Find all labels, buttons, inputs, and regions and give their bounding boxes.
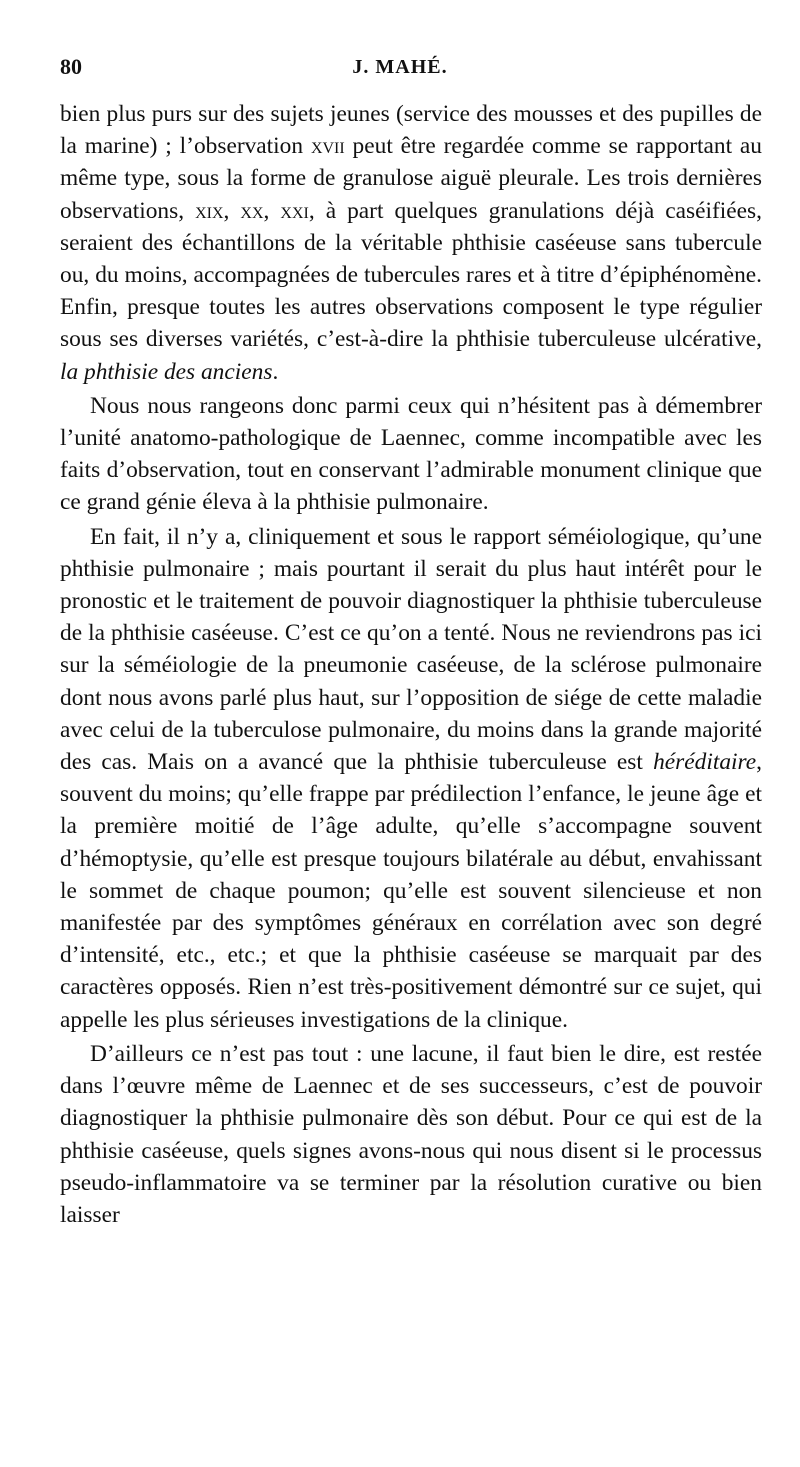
text-run: Nous nous rangeons donc parmi ceux qui n’hésitent pas à démembrer l’unité anatomo-pathologique de Laennec, comme incompatible avec les faits d’observation, tout en conservant l’admirable monument clinique que ce grand génie éleva à la phthisie pulmonaire.: [60, 392, 762, 516]
text-run: , souvent du moins; qu’elle frappe par prédilection l’enfance, le jeune âge et la première moitié de l’âge adulte, qu’elle s’accompagne souvent d’hémoptysie, qu’elle est presque toujours bilatérale au début, envahissant le sommet de chaque poumon; qu’elle est souvent silencieuse et non manifestée par des symptômes généraux en corrélation avec son degré d’intensité, etc., etc.; et que la phthisie caséeuse se marquait par des caractères opposés. Rien n’est très-positivement démontré sur ce sujet, qui appelle les plus sérieuses investigations de la clinique.: [60, 749, 762, 1033]
text-run: xxi: [280, 197, 309, 224]
paragraph: [60, 521, 762, 1036]
text-run: xx: [240, 197, 264, 224]
text-run: xix: [195, 197, 224, 224]
running-head: J. MAHÉ.: [352, 56, 448, 78]
italic-text: la phthisie des anciens: [60, 358, 273, 385]
text-run: .: [272, 358, 279, 385]
page-number: 80: [60, 54, 82, 79]
text-run: peut être regardée comme se rapportant au même type, sous la forme de granulose aiguë pleurale. Les trois dernières observations,: [60, 133, 762, 224]
text-run: , à part quelques granulations déjà caséifiées, seraient des échantillons de la véritable phthisie caséeuse sans tubercule ou, du moins, accompagnées de tubercules rares et à titre d’épiphénomène. Enfin, presque toutes les autres observations composent le type régulier sous ses diverses variétés, c’est-à-dire la phthisie tuberculeuse ulcérative,: [60, 197, 763, 353]
text-run: bien plus purs sur des sujets jeunes (service des mousses et des pupilles de la marine) ; l’observation: [60, 101, 762, 160]
paragraph: [60, 1038, 762, 1231]
text-run: En fait, il n’y a, cliniquement et sous le rapport séméiologique, qu’une phthisie pulmonaire ; mais pourtant il serait du plus haut intérêt pour le pronostic et le traitement de pouvoir diagnostiquer la phthisie tuberculeuse de la phthisie caséeuse. C’est ce qu’on a tenté. Nous ne reviendrons pas ici sur la séméiologie de la pneumonie caséeuse, de la sclérose pulmonaire dont nous avons parlé plus haut, sur l’opposition de siége de cette maladie avec celui de la tuberculose pulmonaire, du moins dans la grande majorité des cas. Mais on a avancé que la phthisie tuberculeuse est: [60, 523, 762, 776]
text-run: ,: [263, 197, 281, 224]
text-run: ,: [223, 197, 241, 224]
text-run: D’ailleurs ce n’est pas tout : une lacune, il faut bien le dire, est restée dans l’œuvre même de Laennec et de ses successeurs, c’est de pouvoir diagnostiquer la phthisie pulmonaire dès son début. Pour ce qui est de la phthisie caséeuse, quels signes avons-nous qui nous disent si le processus pseudo-inflammatoire va se terminer par la résolution curative ou bien laisser: [60, 1040, 762, 1228]
text-run: xvii: [310, 133, 345, 160]
paragraph: [60, 390, 762, 519]
paragraph: [60, 98, 762, 388]
body-text: [60, 98, 762, 1231]
italic-text: héréditaire: [653, 749, 757, 776]
